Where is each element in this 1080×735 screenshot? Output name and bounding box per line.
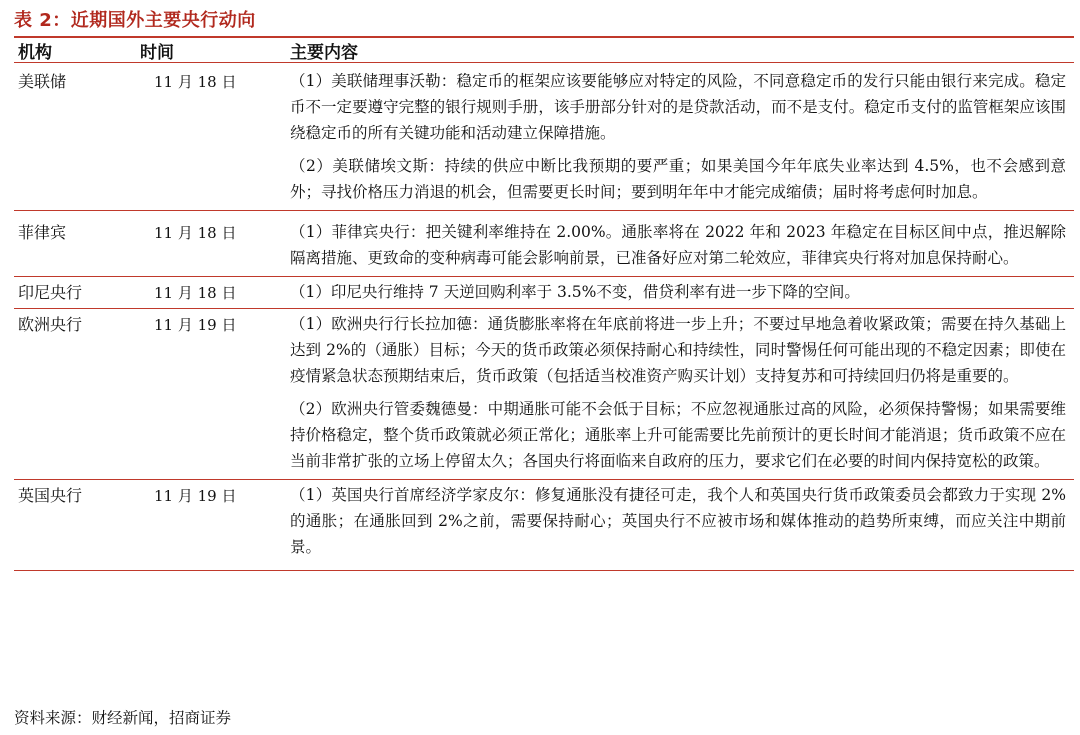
table-row bbox=[14, 211, 1074, 277]
row-org: 菲律宾 bbox=[18, 223, 67, 242]
table-title: 表 2：近期国外主要央行动向 bbox=[14, 10, 256, 31]
row-date: 11 月 18 日 bbox=[154, 73, 237, 91]
content-paragraph: （2）美联储埃文斯：持续的供应中断比我预期的要严重；如果美国今年年底失业率达到 4.5%，也不会感到意外；寻找价格压力消退的机会，但需要更长时间；要到明年年中才能完成缩债；届时将考虑何时加息。 bbox=[290, 157, 1066, 201]
table-row bbox=[14, 63, 1074, 211]
row-org: 印尼央行 bbox=[18, 283, 83, 302]
row-org: 英国央行 bbox=[18, 486, 83, 505]
content-paragraph: （1）印尼央行维持 7 天逆回购利率于 3.5%不变，借贷利率有进一步下降的空间。 bbox=[290, 283, 860, 301]
content-paragraph: （1）欧洲央行行长拉加德：通货膨胀率将在年底前将进一步上升；不要过早地急着收紧政策；需要在持久基础上达到 2%的（通胀）目标；今天的货币政策必须保持耐心和持续性，同时警惕任何可能出现的不稳定因素；即使在疫情紧急状态预期结束后，货币政策（包括适当校准资产购买计划）支持复苏和可持续回归仍将是重要的。 bbox=[290, 315, 1066, 385]
row-content bbox=[290, 279, 1074, 306]
source-note: 资料来源：财经新闻，招商证券 bbox=[14, 709, 232, 727]
row-content bbox=[290, 219, 1074, 271]
content-paragraph: （1）英国央行首席经济学家皮尔：修复通胀没有捷径可走，我个人和英国央行货币政策委员会都致力于实现 2%的通胀；在通胀回到 2%之前，需要保持耐心；英国央行不应被市场和媒体推动的趋势所束缚，而应关注中期前景。 bbox=[290, 486, 1066, 556]
content-paragraph: （2）欧洲央行管委魏德曼：中期通胀可能不会低于目标；不应忽视通胀过高的风险，必须保持警惕；如果需要维持价格稳定，整个货币政策就必须正常化；通胀率上升可能需要比先前预计的更长时间才能消退；货币政策不应在当前非常扩张的立场上停留太久；各国央行将面临来自政府的压力，要求它们在必要的时间内保持宽松的政策。 bbox=[290, 400, 1066, 470]
row-content bbox=[290, 311, 1074, 474]
row-date: 11 月 18 日 bbox=[154, 284, 237, 302]
content-paragraph: （1）美联储理事沃勒：稳定币的框架应该要能够应对特定的风险，不同意稳定币的发行只能由银行来完成。稳定币不一定要遵守完整的银行规则手册，该手册部分针对的是贷款活动，而不是支付。稳定币支付的监管框架应该围绕稳定币的所有关键功能和活动建立保障措施。 bbox=[290, 72, 1066, 142]
table-row bbox=[14, 309, 1074, 480]
table-header bbox=[14, 38, 1074, 63]
header-content: 主要内容 bbox=[290, 42, 358, 63]
row-content bbox=[290, 482, 1074, 560]
table-row bbox=[14, 480, 1074, 571]
row-date: 11 月 18 日 bbox=[154, 224, 237, 242]
header-org: 机构 bbox=[18, 42, 52, 63]
table-row bbox=[14, 277, 1074, 309]
row-org: 美联储 bbox=[18, 72, 67, 91]
row-content bbox=[290, 68, 1074, 205]
header-date: 时间 bbox=[140, 42, 174, 63]
central-bank-table bbox=[14, 36, 1074, 571]
row-org: 欧洲央行 bbox=[18, 315, 83, 334]
content-paragraph: （1）菲律宾央行：把关键利率维持在 2.00%。通胀率将在 2022 年和 2023 年稳定在目标区间中点，推迟解除隔离措施、更致命的变种病毒可能会影响前景，已准备好应对第二轮效应，菲律宾央行将对加息保持耐心。 bbox=[290, 223, 1066, 267]
row-date: 11 月 19 日 bbox=[154, 316, 237, 334]
row-date: 11 月 19 日 bbox=[154, 487, 237, 505]
